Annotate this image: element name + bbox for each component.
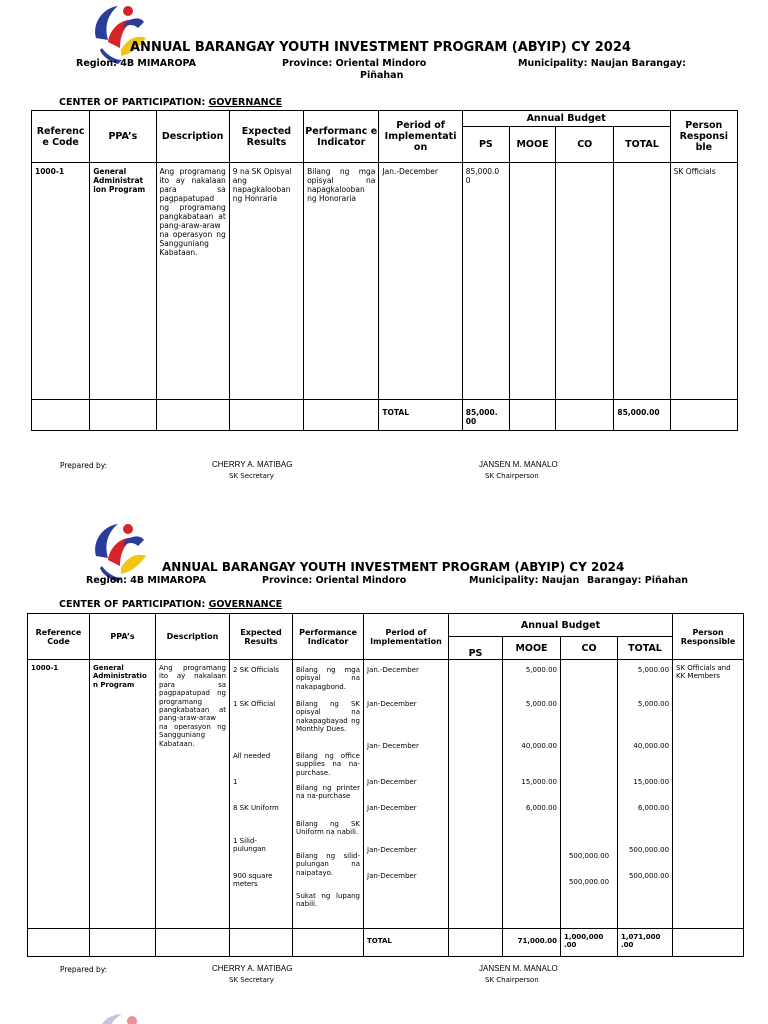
item-period: Jan-December [367, 804, 417, 812]
item-period: Jan- December [367, 742, 419, 750]
header-performance-indicator: Performanc e Indicator [304, 111, 379, 163]
header-expected-results: Expected Results [230, 614, 293, 660]
header-ps: PS [462, 127, 509, 163]
period-column [364, 660, 448, 928]
item-mooe: 40,000.00 [521, 742, 557, 750]
total-total: 85,000.00 [617, 408, 660, 417]
mooe-column [503, 660, 560, 928]
item-expected: 1 [233, 778, 238, 786]
total-label: TOTAL [367, 937, 392, 945]
item-perf: Bilang ng office supplies na na-purchase. [296, 752, 360, 777]
total-row [32, 400, 738, 431]
header-description: Description [156, 111, 229, 163]
header-person-responsible: Person Responsible [673, 614, 744, 660]
item-mooe: 6,000.00 [525, 804, 557, 812]
header-period: Period of Implementation [364, 614, 449, 660]
item-expected: 900 square meters [233, 872, 273, 889]
item-period: Jan-December [367, 700, 417, 708]
province-label: Province: Oriental Mindoro [282, 58, 427, 69]
expected-result: 9 na SK Opisyal ang napagkalooban ng Honraria [232, 167, 292, 203]
co-value [556, 163, 614, 400]
description-text: Ang programang ito ay nakalaan para sa pagpapatupad ng programang pangkabataan at pang-araw-araw na operasyon ng Sangguniang Kabataan. [159, 664, 226, 748]
item-period: Jan-December [367, 872, 417, 880]
total-co: 1,000,000 .00 [564, 933, 604, 950]
ps-value [449, 660, 503, 929]
item-period: Jan.-December [367, 666, 419, 674]
item-perf: Bilang ng SK opisyal na nakapagbayad ng Monthly Dues. [296, 700, 360, 734]
document-title: ANNUAL BARANGAY YOUTH INVESTMENT PROGRAM (ABYIP) CY 2024 [130, 40, 631, 55]
item-total: 40,000.00 [633, 742, 670, 750]
document-title: ANNUAL BARANGAY YOUTH INVESTMENT PROGRAM (ABYIP) CY 2024 [162, 560, 625, 574]
item-expected: 1 SK Official [233, 700, 276, 708]
total-label: TOTAL [382, 408, 410, 417]
signatory-secretary-name: CHERRY A. MATIBAG [212, 460, 293, 469]
header-co: CO [556, 127, 614, 163]
header-annual-budget: Annual Budget [462, 111, 670, 127]
item-total: 6,000.00 [637, 804, 670, 812]
header-annual-budget: Annual Budget [449, 614, 673, 637]
header-description: Description [156, 614, 230, 660]
header-period: Period of Implementati on [379, 111, 462, 163]
item-mooe: 5,000.00 [525, 666, 557, 674]
header-co: CO [561, 637, 618, 660]
description-text: Ang programang ito ay nakalaan para sa pagpapatupad ng programang pangkabataan at pang-araw-araw na operasyon ng Sangguniang Kabataan. [159, 167, 226, 257]
signatory-chairperson-role: SK Chairperson [485, 976, 539, 984]
signatory-secretary-role: SK Secretary [229, 976, 274, 984]
ppa-name: General Administratio n Program [93, 664, 147, 689]
signatory-chairperson-name: JANSEN M. MANALO [479, 460, 558, 469]
prepared-by-label: Prepared by: [60, 965, 108, 974]
budget-table [27, 613, 744, 957]
center-of-participation [59, 599, 282, 610]
table-row [28, 660, 744, 929]
header-expected-results: Expected Results [229, 111, 303, 163]
signatory-secretary-role: SK Secretary [229, 472, 274, 480]
performance-indicator: Bilang ng mga opisyal na napagkalooban ng Honoraria [307, 167, 376, 203]
item-total: 500,000.00 [628, 846, 670, 854]
item-period: Jan-December [367, 846, 417, 854]
cop-value: GOVERNANCE [208, 97, 283, 108]
cop-label: CENTER OF PARTICIPATION: [59, 97, 206, 108]
item-perf: Bilang ng mga opisyal na nakapagbond. [296, 666, 360, 691]
item-total: 5,000.00 [637, 700, 670, 708]
header-total: TOTAL [618, 637, 673, 660]
person-responsible: SK Officials and KK Members [676, 664, 731, 681]
item-total: 15,000.00 [633, 778, 670, 786]
item-perf: Bilang ng printer na na-purchase [296, 784, 360, 801]
barangay-label: Barangay: Piñahan [587, 575, 689, 586]
signatory-chairperson-role: SK Chairperson [485, 472, 539, 480]
ppa-name: General Administrat ion Program [93, 167, 146, 194]
item-co: 500,000.00 [568, 852, 610, 860]
budget-table [31, 110, 738, 431]
header-mooe: MOOE [509, 127, 555, 163]
item-expected: All needed [233, 752, 271, 760]
table-row [32, 163, 738, 400]
item-perf: Sukat ng lupang nabili. [296, 892, 360, 909]
item-perf: Bilang ng silid-pulungan na naipatayo. [296, 852, 360, 877]
municipality-label: Municipality: Naujan Barangay: [518, 58, 686, 69]
mooe-value [509, 163, 555, 400]
ref-code: 1000-1 [35, 167, 65, 176]
item-total: 500,000.00 [628, 872, 670, 880]
header-person-responsible: Person Responsi ble [670, 111, 737, 163]
total-value [614, 163, 670, 400]
item-expected: 1 Silid-pulungan [233, 837, 266, 854]
performance-indicator-column [293, 660, 363, 928]
sk-logo [88, 520, 150, 582]
header-reference-code: Reference Code [28, 614, 90, 660]
total-ps: 85,000. 00 [465, 408, 498, 426]
item-mooe: 5,000.00 [525, 700, 557, 708]
co-column [561, 660, 617, 928]
item-expected: 8 SK Uniform [233, 804, 279, 812]
header-ps: PS [449, 637, 503, 660]
header-ppas: PPA’s [90, 111, 156, 163]
region-label: Region: 4B MIMAROPA [76, 58, 196, 69]
header-ppas: PPA’s [90, 614, 156, 660]
prepared-by-label: Prepared by: [60, 461, 108, 470]
barangay-label: Piñahan [360, 70, 404, 81]
region-label: Region: 4B MIMAROPA [86, 575, 206, 586]
cop-label: CENTER OF PARTICIPATION: [59, 599, 206, 610]
total-row [28, 929, 744, 957]
total-column [618, 660, 672, 928]
item-period: Jan-December [367, 778, 417, 786]
item-mooe: 15,000.00 [521, 778, 557, 786]
person-responsible: SK Officials [673, 167, 716, 176]
header-total: TOTAL [614, 127, 670, 163]
signatory-chairperson-name: JANSEN M. MANALO [479, 964, 558, 973]
expected-results-column [230, 660, 292, 928]
sk-logo-partial [92, 1012, 154, 1024]
total-mooe: 71,000.00 [517, 937, 557, 945]
province-label: Province: Oriental Mindoro [262, 575, 407, 586]
item-total: 5,000.00 [637, 666, 670, 674]
total-total: 1,071,000 .00 [621, 933, 661, 950]
municipality-label: Municipality: Naujan [469, 575, 580, 586]
signatory-secretary-name: CHERRY A. MATIBAG [212, 964, 293, 973]
item-perf: Bilang ng SK Uniform na nabili. [296, 820, 360, 837]
header-mooe: MOOE [503, 637, 561, 660]
ps-value: 85,000.0 0 [465, 167, 500, 185]
cop-value: GOVERNANCE [208, 599, 283, 610]
center-of-participation [59, 97, 282, 108]
header-reference-code: Referenc e Code [32, 111, 90, 163]
item-expected: 2 SK Officials [233, 666, 279, 674]
ref-code: 1000-1 [31, 664, 59, 672]
header-performance-indicator: Performance Indicator [293, 614, 364, 660]
period: Jan.-December [382, 167, 438, 176]
item-co: 500,000.00 [568, 878, 610, 886]
